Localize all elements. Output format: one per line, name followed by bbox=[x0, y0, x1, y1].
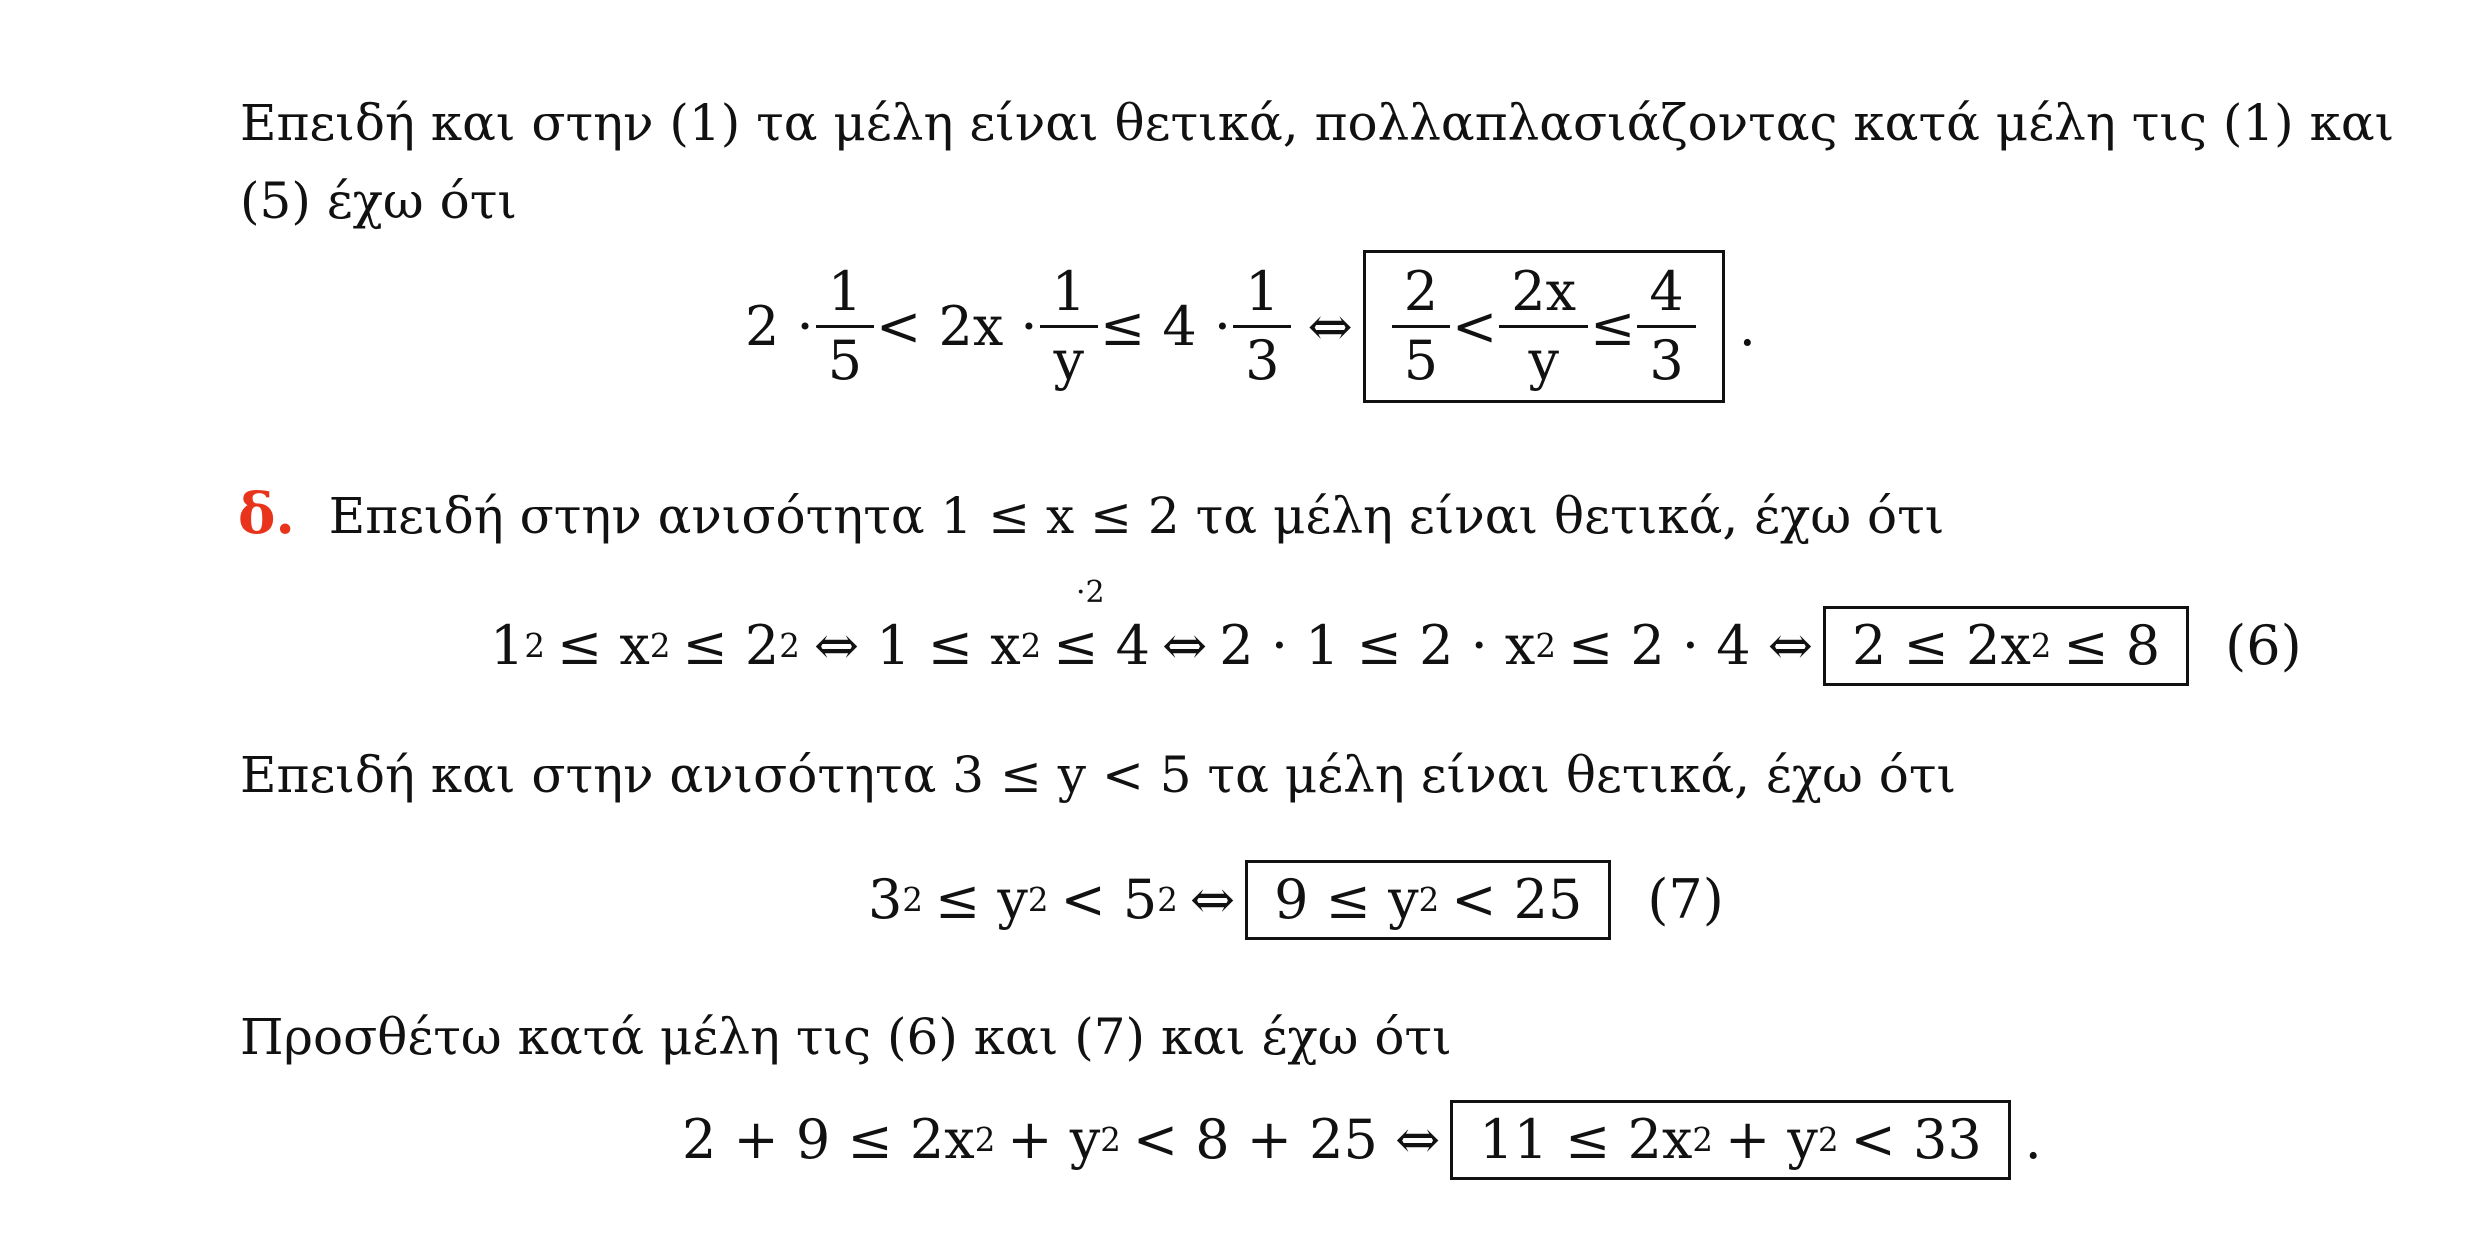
equation-4: 2 + 9 ≤ 2x 2 + y 2 < 8 + 25 ⇔ 11 ≤ 2x 2 + y 2 < 33 . bbox=[682, 1100, 2042, 1180]
paragraph-4: Προσθέτω κατά μέλη τις (6) και (7) και έχω ότι bbox=[240, 1008, 1452, 1066]
eq4-result-box: 11 ≤ 2x 2 + y 2 < 33 bbox=[1450, 1100, 2010, 1180]
eq1-result-box: $\frac{2}{5}$ < $\frac{2x}{y}$ ≤ $\frac{4}{3}$ bbox=[1363, 250, 1725, 403]
eq1-box-fraction-1: $\frac{2}{5}$ bbox=[1398, 265, 1444, 388]
eq1-period: . bbox=[1738, 294, 1756, 358]
eq1-iff: ⇔ bbox=[1307, 294, 1353, 358]
equation-3: 3 2 ≤ y 2 < 5 2 ⇔ 9 ≤ y 2 < 25 (7) bbox=[868, 860, 1724, 940]
eq2-result-box: 2 ≤ 2x 2 ≤ 8 bbox=[1823, 606, 2189, 686]
paragraph-1-line-2: (5) έχω ότι bbox=[240, 172, 517, 230]
paragraph-1-line-1: Επειδή και στην (1) τα μέλη είναι θετικά, πολλαπλασιάζοντας κατά μέλη τις (1) και bbox=[240, 94, 2395, 152]
equation-1 bbox=[745, 250, 1756, 403]
paragraph-2-text: Επειδή στην ανισότητα 1 ≤ x ≤ 2 τα μέλη είναι θετικά, έχω ότι bbox=[328, 487, 1945, 545]
paragraph-2 bbox=[238, 481, 1945, 547]
equation-2: 1 2 ≤ x 2 ≤ 2 2 ⇔ 1 ≤ x 2 ≤ 4 ⇔ 2 · 1 ≤ 2 · x 2 ≤ 2 · 4 ⇔ 2 ≤ 2x 2 ≤ 8 (6) bbox=[490, 606, 2302, 686]
eq3-iff: ⇔ bbox=[1189, 868, 1236, 931]
eq3-tag: (7) bbox=[1647, 868, 1724, 931]
eq1-fraction-1: $\frac{1}{5}$ bbox=[822, 265, 868, 388]
eq2-iff: ⇔ bbox=[1162, 614, 1208, 677]
eq1-box-fraction-3: $\frac{4}{3}$ bbox=[1643, 265, 1689, 388]
eq2-tag: (6) bbox=[2225, 614, 2302, 677]
eq1-term-c: ≤ 4 · bbox=[1099, 294, 1232, 358]
eq1-term-a: 2 · bbox=[745, 294, 814, 358]
eq1-fraction-2: $\frac{1}{y}$ bbox=[1046, 265, 1092, 388]
delta-label: δ. bbox=[238, 481, 295, 547]
paragraph-3: Επειδή και στην ανισότητα 3 ≤ y < 5 τα μέλη είναι θετικά, έχω ότι bbox=[240, 746, 1957, 804]
eq4-period: . bbox=[2024, 1108, 2042, 1171]
eq2-multiplier-label: ·2 bbox=[1076, 575, 1105, 610]
eq1-term-b: < 2x · bbox=[876, 294, 1038, 358]
eq3-result-box: 9 ≤ y 2 < 25 bbox=[1245, 860, 1611, 940]
eq1-box-fraction-2: $\frac{2x}{y}$ bbox=[1505, 265, 1582, 388]
eq1-fraction-3: $\frac{1}{3}$ bbox=[1239, 265, 1285, 388]
